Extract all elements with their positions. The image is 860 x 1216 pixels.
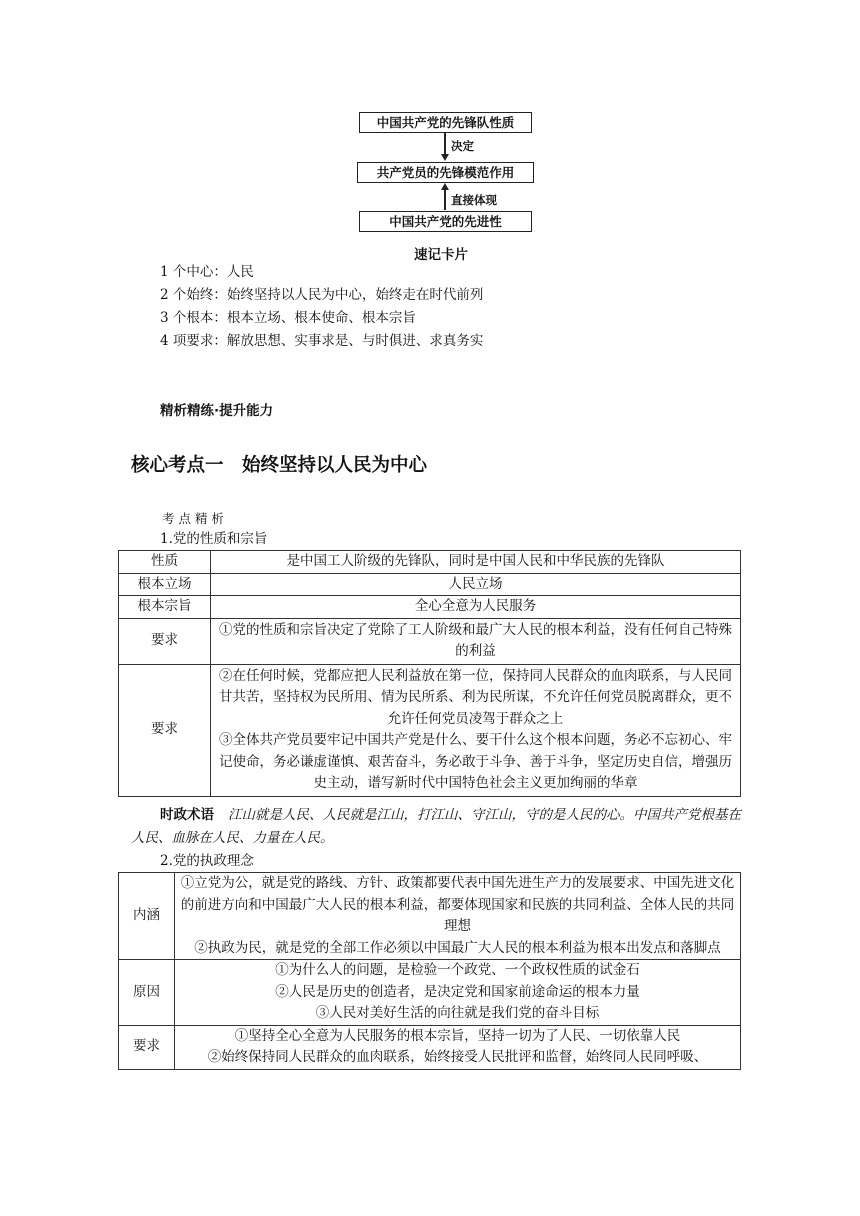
flow-label-reflect: 直接体现 <box>451 193 497 207</box>
table1-heading: 1.党的性质和宗旨 <box>160 531 268 547</box>
connotation-item-2: ②执政为民，就是党的全部工作必须以中国最广大人民的根本利益为根本出发点和落脚点 <box>194 939 721 956</box>
reason-item-1: ①为什么人的问题，是检验一个政党、一个政权性质的试金石 <box>275 962 640 978</box>
table-value <box>211 664 741 796</box>
memo-card-title: 速记卡片 <box>414 247 468 263</box>
core-heading: 核心考点一 始终坚持以人民为中心 <box>131 455 428 476</box>
connotation-item-1: ①立党为公，就是党的路线、方针、政策都要代表中国先进生产力的发展要求、中国先进文化的前进方向和中国最广大人民的根本利益，都要体现国家和民族的共同利益、全体人民的共同理想 <box>180 875 735 934</box>
reason-item-3: ③人民对美好生活的向往就是我们党的奋斗目标 <box>315 1005 600 1021</box>
memo-line-2: 2 个始终：始终坚持以人民为中心，始终走在时代前列 <box>160 287 484 303</box>
policy-term-text: 江山就是人民、人民就是江山，打江山、守江山，守的是人民的心。中国共产党根基在人民、血脉在人民、力量在人民。 <box>131 807 741 846</box>
table-value <box>175 1025 741 1069</box>
table-row <box>119 1025 741 1069</box>
table2-heading: 2.党的执政理念 <box>160 853 254 869</box>
party-nature-table <box>118 550 741 797</box>
flow-label-decide: 决定 <box>451 139 474 153</box>
table-row <box>119 618 741 664</box>
table-value <box>175 960 741 1026</box>
section-label: 精析精练·提升能力 <box>160 403 274 419</box>
policy-term-block <box>131 804 741 850</box>
policy-term-label: 时政术语 <box>160 807 214 823</box>
table-value <box>175 873 741 960</box>
table-value: 是中国工人阶级的先锋队，同时是中国人民和中华民族的先锋队 <box>211 551 741 574</box>
flow-box-advanced-nature: 中国共产党的先进性 <box>359 211 532 232</box>
flow-box-party-nature: 中国共产党的先锋队性质 <box>359 112 532 133</box>
table-value: 人民立场 <box>211 573 741 596</box>
memo-line-4: 4 项要求：解放思想、实事求是、与时俱进、求真务实 <box>160 333 484 349</box>
table-row <box>119 573 741 596</box>
table-key: 要求 <box>119 618 211 664</box>
table-row <box>119 664 741 796</box>
table-value: ①党的性质和宗旨决定了党除了工人阶级和最广大人民的根本利益，没有任何自己特殊的利益 <box>211 618 741 664</box>
table-key: 根本立场 <box>119 573 211 596</box>
table-key: 根本宗旨 <box>119 596 211 619</box>
memo-line-3: 3 个根本：根本立场、根本使命、根本宗旨 <box>160 310 416 326</box>
memo-line-1: 1 个中心：人民 <box>160 264 254 280</box>
table-row <box>119 873 741 960</box>
flow-box-member-role: 共产党员的先锋模范作用 <box>357 162 534 183</box>
table-key: 内涵 <box>119 873 175 960</box>
flow-arrow-line-2 <box>444 188 446 210</box>
requirement-item-3: ③全体共产党员要牢记中国共产党是什么、要干什么这个根本问题，务必不忘初心、牢记使命，务必谦虚谨慎、艰苦奋斗，务必敢于斗争、善于斗争，坚定历史自信，增强历史主动，谱写新时代中国特色社会主义更加绚丽的华章 <box>219 732 732 791</box>
requirement-item-2: ②在任何时候，党都应把人民利益放在第一位，保持同人民群众的血肉联系，与人民同甘共苦，坚持权为民所用、情为民所系、利为民所谋，不允许任何党员脱离群众，更不允许任何党员凌驾于群众之上 <box>219 667 732 727</box>
governing-concept-table <box>118 872 741 1070</box>
table-row <box>119 596 741 619</box>
table-key: 要求 <box>119 664 211 796</box>
reason-item-2: ②人民是历史的创造者，是决定党和国家前途命运的根本力量 <box>275 983 640 1000</box>
table-key: 原因 <box>119 960 175 1026</box>
kaodian-label: 考 点 精 析 <box>162 511 224 526</box>
table-key: 要求 <box>119 1025 175 1069</box>
table-row <box>119 960 741 1026</box>
table-value: 全心全意为人民服务 <box>211 596 741 619</box>
requirement-item-1: ①坚持全心全意为人民服务的根本宗旨，坚持一切为了人民、一切依靠人民 <box>234 1027 681 1044</box>
table-key: 性质 <box>119 551 211 574</box>
requirement-item-2: ②始终保持同人民群众的血肉联系，始终接受人民批评和监督，始终同人民同呼吸、 <box>207 1049 708 1065</box>
table-row <box>119 551 741 574</box>
flow-arrow-down-icon <box>441 154 449 161</box>
